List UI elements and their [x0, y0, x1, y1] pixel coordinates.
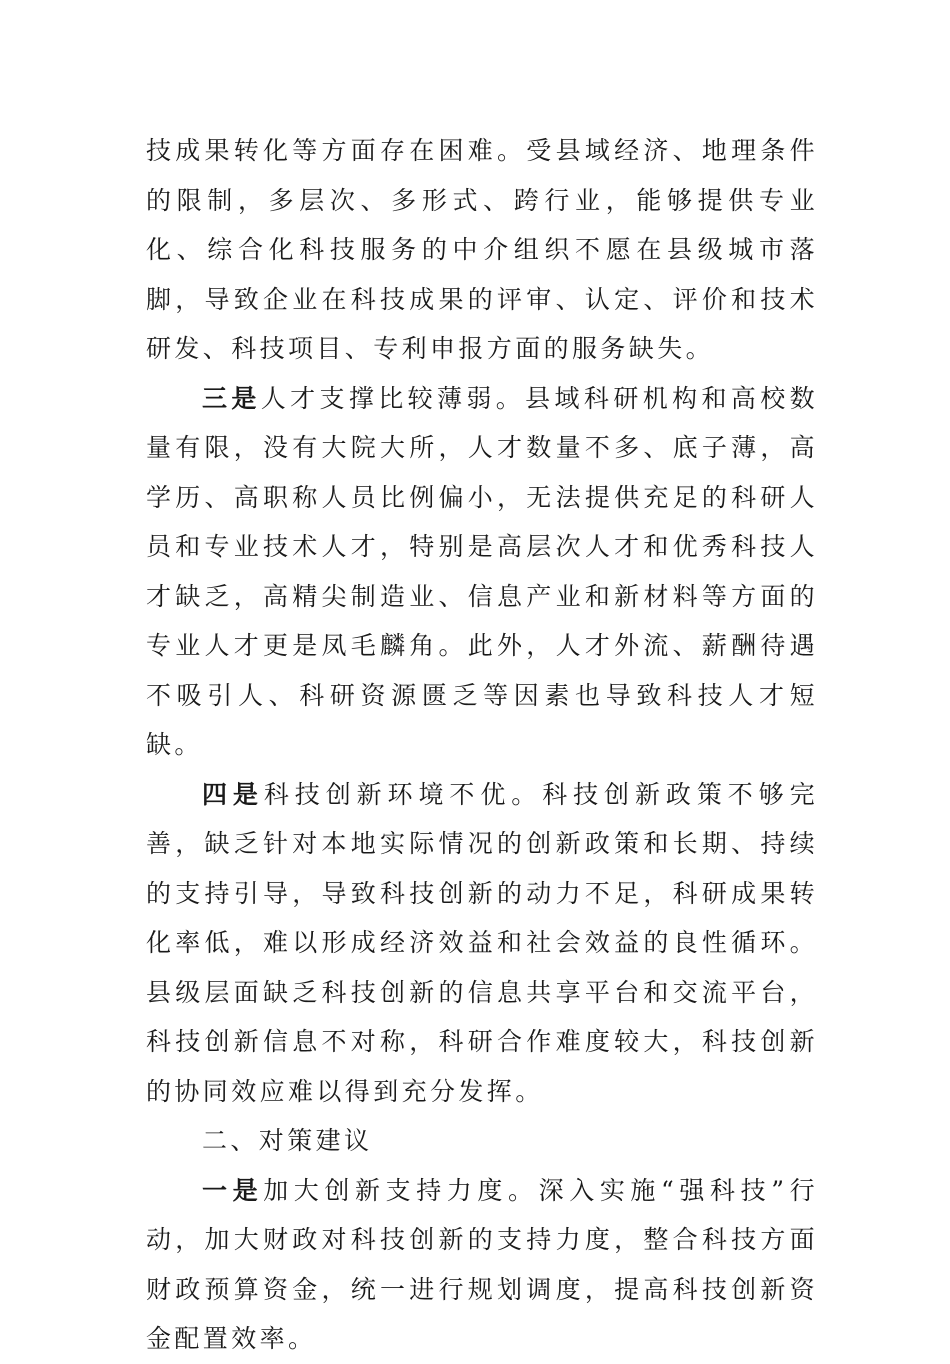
paragraph-environment: [146, 770, 818, 1117]
section-heading: 二、对策建议: [202, 1126, 373, 1155]
paragraph-text: 加大创新支持力度。深入实施“强科技”行动，加大财政对科技创新的支持力度，整合科技方面财政预算资金，统一进行规划调度，提高科技创新资金配置效率。: [146, 1175, 818, 1353]
paragraph-lead: 三是: [202, 383, 261, 413]
paragraph-text: 科技创新环境不优。科技创新政策不够完善，缺乏针对本地实际情况的创新政策和长期、持续的支持引导，导致科技创新的动力不足，科研成果转化率低，难以形成经济效益和社会效益的良性循环。县级层面缺乏科技创新的信息共享平台和交流平台，科技创新信息不对称，科研合作难度较大，科技创新的协同效应难以得到充分发挥。: [146, 779, 818, 1106]
paragraph-continuation: [146, 126, 818, 374]
paragraph-support: [146, 1166, 818, 1364]
paragraph-talent: [146, 374, 818, 770]
paragraph-text: 人才支撑比较薄弱。县域科研机构和高校数量有限，没有大院大所，人才数量不多、底子薄，高学历、高职称人员比例偏小，无法提供充足的科研人员和专业技术人才，特别是高层次人才和优秀科技人才缺乏，高精尖制造业、信息产业和新材料等方面的专业人才更是凤毛麟角。此外，人才外流、薪酬待遇不吸引人、科研资源匮乏等因素也导致科技人才短缺。: [146, 383, 818, 759]
paragraph-lead: 一是: [202, 1175, 264, 1205]
paragraph-lead: 四是: [202, 779, 264, 809]
document-body: [146, 126, 818, 1364]
paragraph-text: 技成果转化等方面存在困难。受县域经济、地理条件的限制，多层次、多形式、跨行业，能够提供专业化、综合化科技服务的中介组织不愿在县级城市落脚，导致企业在科技成果的评审、认定、评价和技术研发、科技项目、专利申报方面的服务缺失。: [146, 136, 818, 363]
